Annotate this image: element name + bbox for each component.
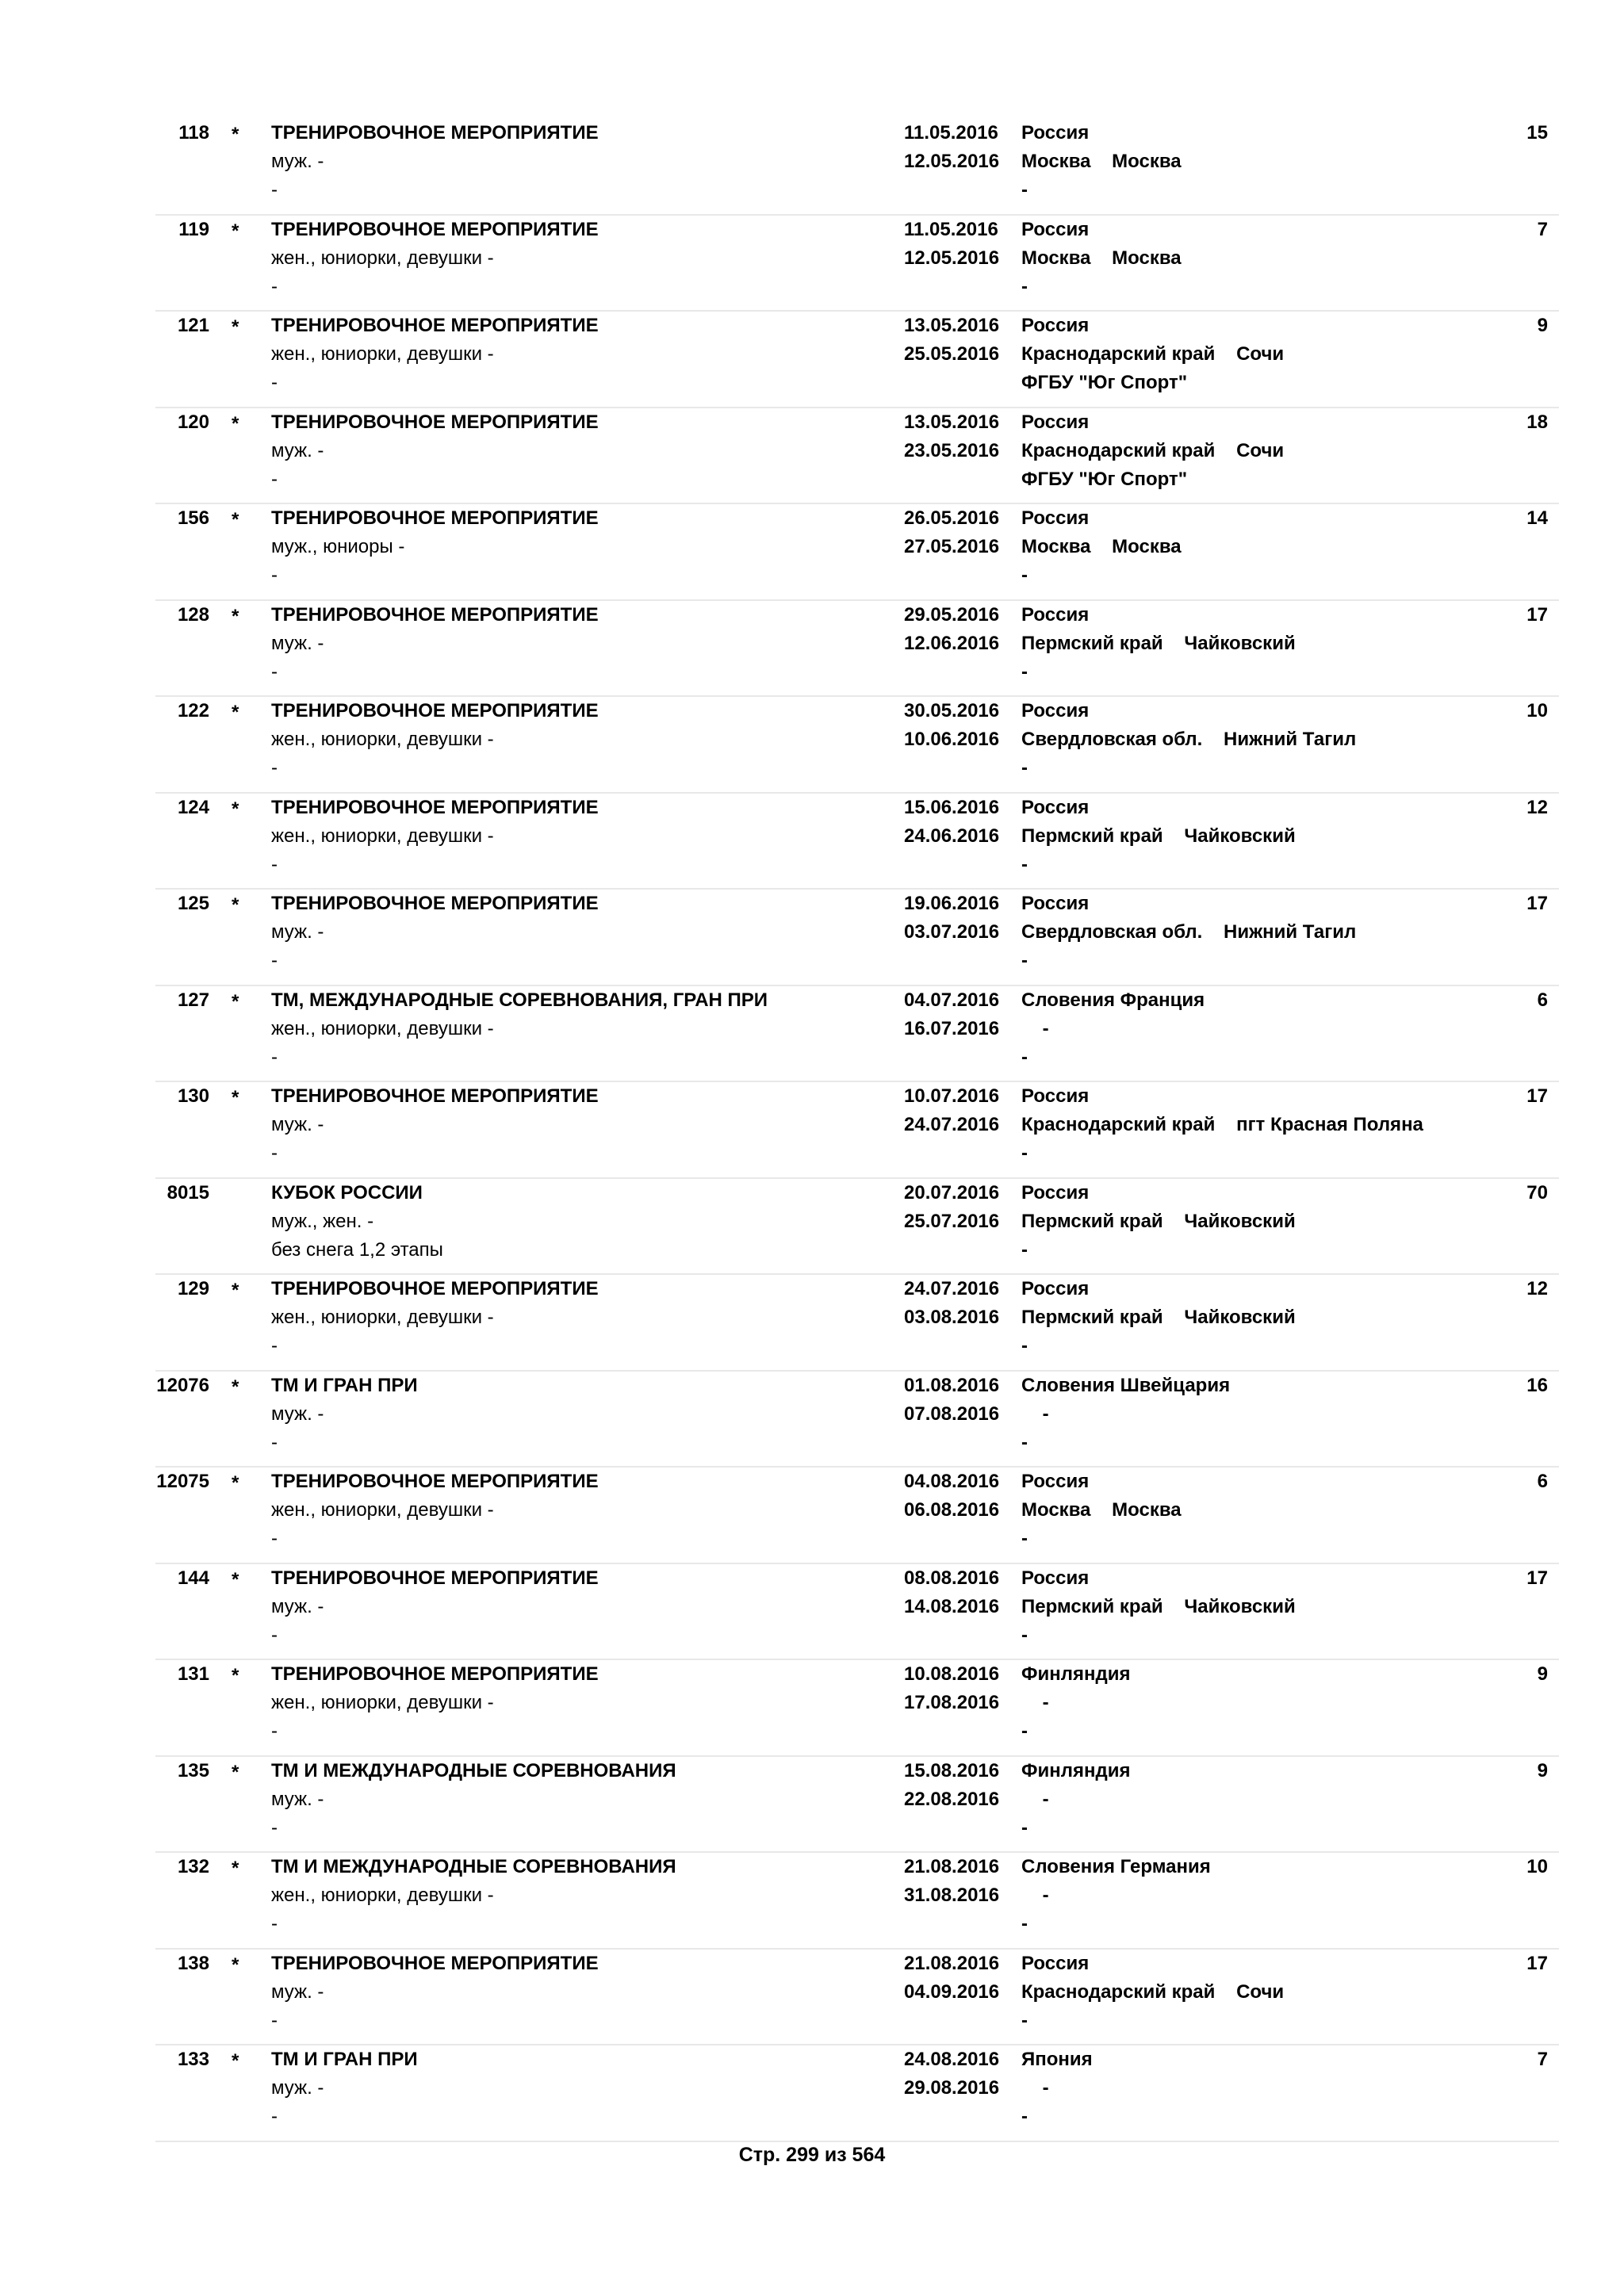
participant-group: жен., юниорки, девушки - [271,729,494,750]
date-start: 01.08.2016 [904,1374,1000,1396]
date-start: 24.08.2016 [904,2049,1000,2070]
date-end: 04.09.2016 [904,1980,1000,2003]
country: Россия [1021,1278,1090,1299]
country: Россия [1021,1471,1090,1492]
event-number: 125 [177,893,209,914]
star-marker: * [232,412,239,434]
venue: - [1021,1624,1028,1646]
date-start: 13.05.2016 [904,315,1000,336]
event-number: 128 [177,603,209,626]
event-title: ТМ И ГРАН ПРИ [271,1374,418,1396]
date-start: 04.08.2016 [904,1471,1000,1492]
date-end: 23.05.2016 [904,439,1000,461]
region-city: Пермский край Чайковский [1021,1307,1296,1328]
participant-group: муж., жен. - [271,1210,374,1232]
event-number: 132 [177,1856,209,1877]
country: Россия [1021,411,1090,433]
date-start: 20.07.2016 [904,1181,1000,1203]
event-title: КУБОК РОССИИ [271,1181,423,1203]
event-note: - [271,1142,278,1164]
event-row [155,697,1559,794]
participant-count: 10 [1526,700,1548,721]
star-marker: * [232,1280,239,1301]
event-row [155,794,1559,890]
star-marker: * [232,1376,239,1398]
star-marker: * [232,990,239,1012]
event-note: - [271,950,278,971]
event-row [155,1853,1559,1950]
star-marker: * [232,894,239,916]
event-note: - [271,468,278,490]
event-number: 130 [177,1085,209,1107]
date-end: 22.08.2016 [904,1788,1000,1810]
date-start: 04.07.2016 [904,989,1000,1011]
date-end: 16.07.2016 [904,1017,1000,1039]
date-start: 15.06.2016 [904,796,1000,818]
event-number: 120 [177,411,209,433]
participant-count: 9 [1537,1663,1548,1685]
region-city: - [1021,1788,1049,1810]
participant-group: муж. - [271,2077,324,2099]
country: Россия [1021,1567,1090,1589]
event-row [155,1275,1559,1372]
region-city: Краснодарский край Сочи [1021,439,1285,461]
event-title: ТМ И МЕЖДУНАРОДНЫЕ СОРЕВНОВАНИЯ [271,1759,676,1781]
date-end: 27.05.2016 [904,536,1000,557]
event-number: 129 [177,1278,209,1299]
region-city: Москва Москва [1021,151,1182,172]
event-number: 8015 [167,1181,209,1203]
event-number: 127 [177,989,209,1011]
event-number: 138 [177,1952,209,1974]
event-row [155,2045,1559,2142]
event-note: - [271,1720,278,1742]
event-number: 12075 [156,1471,209,1492]
event-row [155,1468,1559,1564]
region-city: Краснодарский край Сочи [1021,1980,1285,2003]
event-row [155,601,1559,698]
event-number: 135 [177,1759,209,1781]
date-end: 03.08.2016 [904,1307,1000,1328]
event-title: ТРЕНИРОВОЧНОЕ МЕРОПРИЯТИЕ [271,1278,599,1299]
date-end: 06.08.2016 [904,1499,1000,1521]
venue: - [1021,950,1028,971]
participant-count: 17 [1526,893,1548,914]
event-note: - [271,2106,278,2127]
venue: - [1021,1046,1028,1068]
participant-group: жен., юниорки, девушки - [271,1692,494,1713]
date-end: 07.08.2016 [904,1402,1000,1425]
participant-group: жен., юниорки, девушки - [271,1017,494,1039]
region-city: Краснодарский край пгт Красная Поляна [1021,1114,1423,1135]
date-start: 10.08.2016 [904,1663,1000,1685]
star-marker: * [232,2050,239,2072]
event-row [155,119,1559,216]
country: Словения Швейцария [1021,1374,1231,1396]
country: Россия [1021,603,1090,626]
participant-group: муж. - [271,632,324,654]
event-title: ТРЕНИРОВОЧНОЕ МЕРОПРИЯТИЕ [271,603,599,626]
venue: - [1021,1528,1028,1549]
date-end: 14.08.2016 [904,1595,1000,1617]
region-city: - [1021,1402,1049,1425]
event-number: 118 [178,122,209,144]
participant-group: жен., юниорки, девушки - [271,247,494,269]
participant-group: муж. - [271,1788,324,1810]
event-title: ТРЕНИРОВОЧНОЕ МЕРОПРИЯТИЕ [271,315,599,336]
participant-group: муж. - [271,1402,324,1425]
star-marker: * [232,509,239,530]
event-row [155,1950,1559,2046]
event-title: ТМ И МЕЖДУНАРОДНЫЕ СОРЕВНОВАНИЯ [271,1856,676,1877]
event-row [155,1564,1559,1661]
region-city: Свердловская обл. Нижний Тагил [1021,921,1357,943]
event-row [155,1757,1559,1854]
date-end: 24.07.2016 [904,1114,1000,1135]
event-row [155,312,1559,408]
event-row [155,1660,1559,1757]
venue: - [1021,275,1028,297]
participant-count: 12 [1526,1278,1548,1299]
venue: - [1021,1720,1028,1742]
country: Финляндия [1021,1663,1131,1685]
venue: - [1021,2106,1028,2127]
country: Словения Германия [1021,1856,1211,1877]
participant-count: 7 [1537,218,1548,240]
event-title: ТРЕНИРОВОЧНОЕ МЕРОПРИЯТИЕ [271,893,599,914]
participant-group: муж. - [271,1114,324,1135]
star-marker: * [232,124,239,145]
participant-group: муж. - [271,921,324,943]
event-note: без снега 1,2 этапы [271,1238,443,1261]
event-number: 124 [177,796,209,818]
country: Россия [1021,893,1090,914]
participant-group: муж. - [271,439,324,461]
venue: - [1021,2009,1028,2031]
participant-count: 9 [1537,315,1548,336]
country: Япония [1021,2049,1093,2070]
participant-count: 16 [1526,1374,1548,1396]
date-start: 19.06.2016 [904,893,1000,914]
region-city: - [1021,1017,1049,1039]
event-title: ТРЕНИРОВОЧНОЕ МЕРОПРИЯТИЕ [271,796,599,818]
participant-count: 6 [1537,989,1548,1011]
participant-group: жен., юниорки, девушки - [271,1499,494,1521]
date-end: 29.08.2016 [904,2077,1000,2099]
event-title: ТРЕНИРОВОЧНОЕ МЕРОПРИЯТИЕ [271,1567,599,1589]
date-end: 03.07.2016 [904,921,1000,943]
star-marker: * [232,1761,239,1783]
participant-count: 17 [1526,1085,1548,1107]
date-start: 30.05.2016 [904,700,1000,721]
event-row [155,504,1559,601]
region-city: Свердловская обл. Нижний Тагил [1021,729,1357,750]
country: Россия [1021,1952,1090,1974]
star-marker: * [232,220,239,242]
event-row [155,986,1559,1083]
participant-count: 6 [1537,1471,1548,1492]
date-start: 21.08.2016 [904,1856,1000,1877]
date-end: 31.08.2016 [904,1885,1000,1906]
event-number: 131 [177,1663,209,1685]
venue: - [1021,564,1028,586]
star-marker: * [232,1568,239,1590]
participant-count: 10 [1526,1856,1548,1877]
participant-group: муж. - [271,1595,324,1617]
date-start: 08.08.2016 [904,1567,1000,1589]
country: Россия [1021,315,1090,336]
event-number: 144 [177,1567,209,1589]
event-note: - [271,2009,278,2031]
event-title: ТРЕНИРОВОЧНОЕ МЕРОПРИЯТИЕ [271,1085,599,1107]
star-marker: * [232,702,239,723]
participant-group: жен., юниорки, девушки - [271,343,494,365]
participant-group: жен., юниорки, девушки - [271,825,494,847]
venue: - [1021,1431,1028,1453]
event-number: 122 [177,700,209,721]
country: Россия [1021,796,1090,818]
event-title: ТМ, МЕЖДУНАРОДНЫЕ СОРЕВНОВАНИЯ, ГРАН ПРИ [271,989,768,1011]
venue: ФГБУ "Юг Спорт" [1021,372,1188,393]
event-note: - [271,179,278,201]
event-row [155,216,1559,312]
event-title: ТРЕНИРОВОЧНОЕ МЕРОПРИЯТИЕ [271,1952,599,1974]
event-note: - [271,853,278,875]
event-note: - [271,1624,278,1646]
venue: - [1021,1913,1028,1934]
event-title: ТРЕНИРОВОЧНОЕ МЕРОПРИЯТИЕ [271,1471,599,1492]
region-city: - [1021,1692,1049,1713]
event-row [155,1372,1559,1468]
venue: - [1021,660,1028,683]
date-start: 11.05.2016 [904,218,998,240]
event-note: - [271,1335,278,1357]
country: Россия [1021,1181,1090,1203]
venue: - [1021,757,1028,779]
date-start: 21.08.2016 [904,1952,1000,1974]
date-start: 15.08.2016 [904,1759,1000,1781]
events-table [155,119,1559,2142]
date-end: 10.06.2016 [904,729,1000,750]
country: Россия [1021,700,1090,721]
event-note: - [271,1431,278,1453]
event-title: ТРЕНИРОВОЧНОЕ МЕРОПРИЯТИЕ [271,122,599,144]
country: Россия [1021,122,1090,144]
venue: ФГБУ "Юг Спорт" [1021,468,1188,490]
country: Россия [1021,507,1090,529]
star-marker: * [232,1665,239,1686]
venue: - [1021,1816,1028,1839]
venue: - [1021,1238,1028,1261]
country: Финляндия [1021,1759,1131,1781]
participant-count: 7 [1537,2049,1548,2070]
event-row [155,890,1559,986]
region-city: Пермский край Чайковский [1021,825,1296,847]
event-note: - [271,564,278,586]
event-note: - [271,1528,278,1549]
event-number: 119 [178,218,209,240]
date-end: 12.06.2016 [904,632,1000,654]
region-city: Москва Москва [1021,247,1182,269]
event-title: ТРЕНИРОВОЧНОЕ МЕРОПРИЯТИЕ [271,218,599,240]
country: Россия [1021,1085,1090,1107]
page-number: Стр. 299 из 564 [738,2144,886,2166]
event-note: - [271,1046,278,1068]
date-end: 17.08.2016 [904,1692,1000,1713]
date-start: 26.05.2016 [904,507,1000,529]
event-title: ТРЕНИРОВОЧНОЕ МЕРОПРИЯТИЕ [271,411,599,433]
participant-count: 17 [1526,1567,1548,1589]
star-marker: * [232,1472,239,1494]
star-marker: * [232,316,239,338]
participant-group: жен., юниорки, девушки - [271,1307,494,1328]
venue: - [1021,179,1028,201]
date-end: 25.07.2016 [904,1210,1000,1232]
participant-group: муж. - [271,151,324,172]
region-city: Москва Москва [1021,1499,1182,1521]
venue: - [1021,1142,1028,1164]
date-start: 29.05.2016 [904,603,1000,626]
event-note: - [271,660,278,683]
event-note: - [271,372,278,393]
region-city: Пермский край Чайковский [1021,632,1296,654]
event-row [155,408,1559,505]
event-note: - [271,275,278,297]
participant-count: 17 [1526,1952,1548,1974]
star-marker: * [232,1954,239,1976]
date-end: 24.06.2016 [904,825,1000,847]
event-number: 121 [177,315,209,336]
date-end: 25.05.2016 [904,343,1000,365]
event-note: - [271,1913,278,1934]
event-note: - [271,1816,278,1839]
participant-count: 12 [1526,796,1548,818]
participant-count: 9 [1537,1759,1548,1781]
star-marker: * [232,605,239,627]
date-end: 12.05.2016 [904,247,1000,269]
country: Словения Франция [1021,989,1205,1011]
venue: - [1021,853,1028,875]
participant-count: 18 [1526,411,1548,433]
region-city: - [1021,2077,1049,2099]
region-city: - [1021,1885,1049,1906]
participant-group: жен., юниорки, девушки - [271,1885,494,1906]
region-city: Пермский край Чайковский [1021,1210,1296,1232]
event-title: ТМ И ГРАН ПРИ [271,2049,418,2070]
star-marker: * [232,1087,239,1108]
event-title: ТРЕНИРОВОЧНОЕ МЕРОПРИЯТИЕ [271,1663,599,1685]
event-number: 12076 [156,1374,209,1396]
star-marker: * [232,798,239,820]
participant-count: 15 [1526,122,1548,144]
event-title: ТРЕНИРОВОЧНОЕ МЕРОПРИЯТИЕ [271,700,599,721]
event-number: 133 [177,2049,209,2070]
date-start: 10.07.2016 [904,1085,1000,1107]
event-row [155,1082,1559,1179]
event-note: - [271,757,278,779]
star-marker: * [232,1858,239,1879]
date-start: 24.07.2016 [904,1278,1000,1299]
participant-group: муж., юниоры - [271,536,405,557]
participant-count: 14 [1526,507,1548,529]
region-city: Пермский край Чайковский [1021,1595,1296,1617]
event-number: 156 [177,507,209,529]
region-city: Краснодарский край Сочи [1021,343,1285,365]
region-city: Москва Москва [1021,536,1182,557]
participant-count: 17 [1526,603,1548,626]
participant-group: муж. - [271,1980,324,2003]
participant-count: 70 [1526,1181,1548,1203]
date-end: 12.05.2016 [904,151,1000,172]
date-start: 13.05.2016 [904,411,1000,433]
event-row [155,1179,1559,1276]
venue: - [1021,1335,1028,1357]
date-start: 11.05.2016 [904,122,998,144]
event-title: ТРЕНИРОВОЧНОЕ МЕРОПРИЯТИЕ [271,507,599,529]
country: Россия [1021,218,1090,240]
